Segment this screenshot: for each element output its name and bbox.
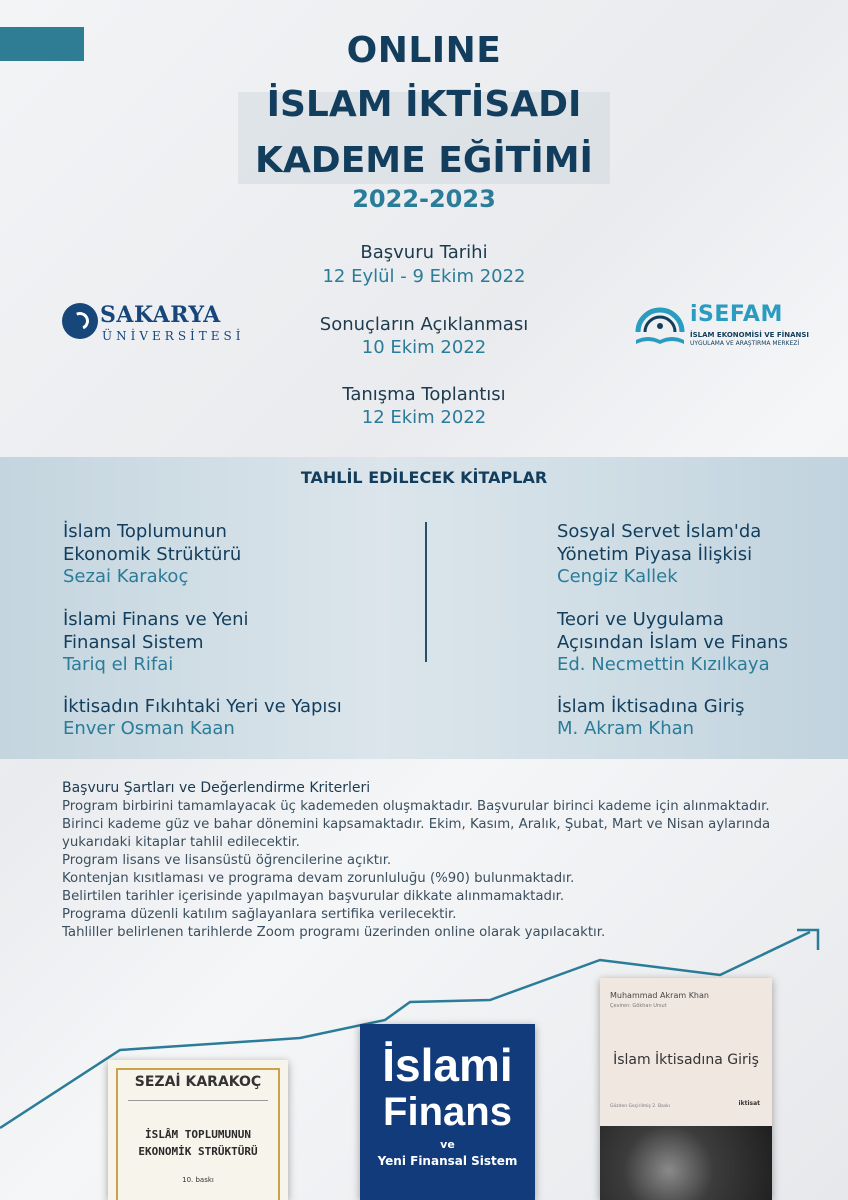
isefam-logo-sub1: İSLAM EKONOMİSİ VE FİNANSI — [690, 331, 810, 339]
book-author: M. Akram Khan — [557, 718, 695, 739]
academic-years: 2022-2023 — [352, 185, 496, 213]
meeting-date-label: Tanışma Toplantısı — [342, 384, 506, 405]
book-cover-islami-finans — [360, 1024, 535, 1200]
book-item — [557, 608, 788, 676]
cover3-photo — [600, 1126, 772, 1200]
cover3-author: Muhammad Akram Khan — [610, 991, 709, 1000]
sakarya-logo-sub: ÜNİVERSİTESİ — [102, 329, 245, 343]
requirements-heading: Başvuru Şartları ve Değerlendirme Kriterleri — [62, 780, 371, 796]
requirement-line: Kontenjan kısıtlaması ve programa devam zorunluluğu (%90) bulunmaktadır. — [62, 871, 575, 886]
cover1-title-line: EKONOMİK STRÜKTÜRÜ — [138, 1145, 258, 1158]
book-item — [63, 695, 342, 740]
requirement-line: Tahliller belirlenen tarihlerde Zoom programı üzerinden online olarak yapılacaktır. — [62, 925, 606, 940]
requirement-line: Programa düzenli katılım sağlayanlara sertifika verilecektir. — [62, 907, 457, 922]
isefam-logo-name: iSEFAM — [690, 302, 783, 327]
book-title: İktisadın Fıkıhtaki Yeri ve Yapısı — [63, 696, 342, 717]
isefam-logo-sub2: UYGULAMA VE ARAŞTIRMA MERKEZİ — [690, 340, 800, 347]
cover1-title-line: İSLÂM TOPLUMUNUN — [145, 1128, 251, 1141]
sakarya-logo-name: SAKARYA — [100, 302, 221, 328]
book-author: Ed. Necmettin Kızılkaya — [557, 654, 770, 675]
sakarya-university-logo — [62, 300, 245, 352]
cover2-subtitle: Yeni Finansal Sistem — [377, 1154, 518, 1168]
application-date-value: 12 Eylül - 9 Ekim 2022 — [322, 266, 526, 287]
requirement-line: Program birbirini tamamlayacak üç kademeden oluşmaktadır. Başvurular birinci kademe için alınmaktadır. — [62, 799, 770, 814]
requirement-line: Birinci kademe güz ve bahar dönemini kapsamaktadır. Ekim, Kasım, Aralık, Şubat, Mart ve Nisan aylarında — [62, 817, 771, 832]
book-title: İslami Finans ve Yeni — [63, 609, 249, 630]
book-author: Tariq el Rifai — [63, 654, 174, 675]
cover3-edition: Gözden Geçirilmiş 2. Baskı — [610, 1104, 671, 1109]
book-author: Cengiz Kallek — [557, 566, 678, 587]
isefam-emblem-icon — [632, 302, 688, 350]
books-divider — [425, 522, 427, 662]
book-title: Yönetim Piyasa İlişkisi — [557, 544, 753, 565]
sakarya-emblem-icon — [62, 303, 98, 339]
requirement-line: yukarıdaki kitaplar tahlil edilecektir. — [62, 835, 300, 850]
book-title: Finansal Sistem — [63, 632, 204, 653]
book-title: İslam İktisadına Giriş — [557, 696, 745, 717]
title-line-1: ONLINE — [346, 30, 502, 71]
book-author: Sezai Karakoç — [63, 566, 189, 587]
results-date-label: Sonuçların Açıklanması — [319, 314, 529, 335]
books-heading: TAHLİL EDİLECEK KİTAPLAR — [300, 468, 548, 487]
cover3-title: İslam İktisadına Giriş — [613, 1052, 759, 1068]
cover1-author: SEZAİ KARAKOÇ — [134, 1074, 262, 1090]
meeting-date-value: 12 Ekim 2022 — [361, 407, 487, 428]
book-title: İslam Toplumunun — [63, 521, 227, 542]
book-title: Ekonomik Strüktürü — [63, 544, 242, 565]
book-cover-islam-iktisadina-giris — [600, 978, 772, 1200]
cover1-rule — [128, 1100, 268, 1101]
cover1-title — [108, 1126, 288, 1160]
book-title: Teori ve Uygulama — [557, 609, 724, 630]
book-title: Sosyal Servet İslam'da — [557, 521, 762, 542]
requirement-line: Program lisans ve lisansüstü öğrencilerine açıktır. — [62, 853, 392, 868]
cover1-edition: 10. baskı — [182, 1176, 214, 1184]
book-item — [63, 520, 241, 588]
title-line-2: İSLAM İKTİSADI — [266, 84, 582, 125]
title-line-3: KADEME EĞİTİMİ — [255, 140, 593, 181]
application-date-label: Başvuru Tarihi — [360, 242, 488, 263]
book-item — [557, 695, 745, 740]
cover2-title-2: Finans — [383, 1090, 512, 1134]
book-title: Açısından İslam ve Finans — [557, 632, 788, 653]
requirement-line: Belirtilen tarihler içerisinde yapılmayan başvurular dikkate alınmamaktadır. — [62, 889, 565, 904]
book-item — [63, 608, 249, 676]
cover3-translator: Çeviren: Gökhan Ursut — [610, 1003, 667, 1009]
cover2-title-1: İslami — [382, 1039, 513, 1091]
results-date-value: 10 Ekim 2022 — [361, 337, 487, 358]
cover2-ve: ve — [440, 1138, 455, 1151]
book-item — [557, 520, 761, 588]
book-author: Enver Osman Kaan — [63, 718, 235, 739]
book-cover-karakoc — [108, 1060, 288, 1200]
isefam-logo — [632, 300, 810, 352]
cover3-publisher: iktisat — [738, 1100, 760, 1107]
